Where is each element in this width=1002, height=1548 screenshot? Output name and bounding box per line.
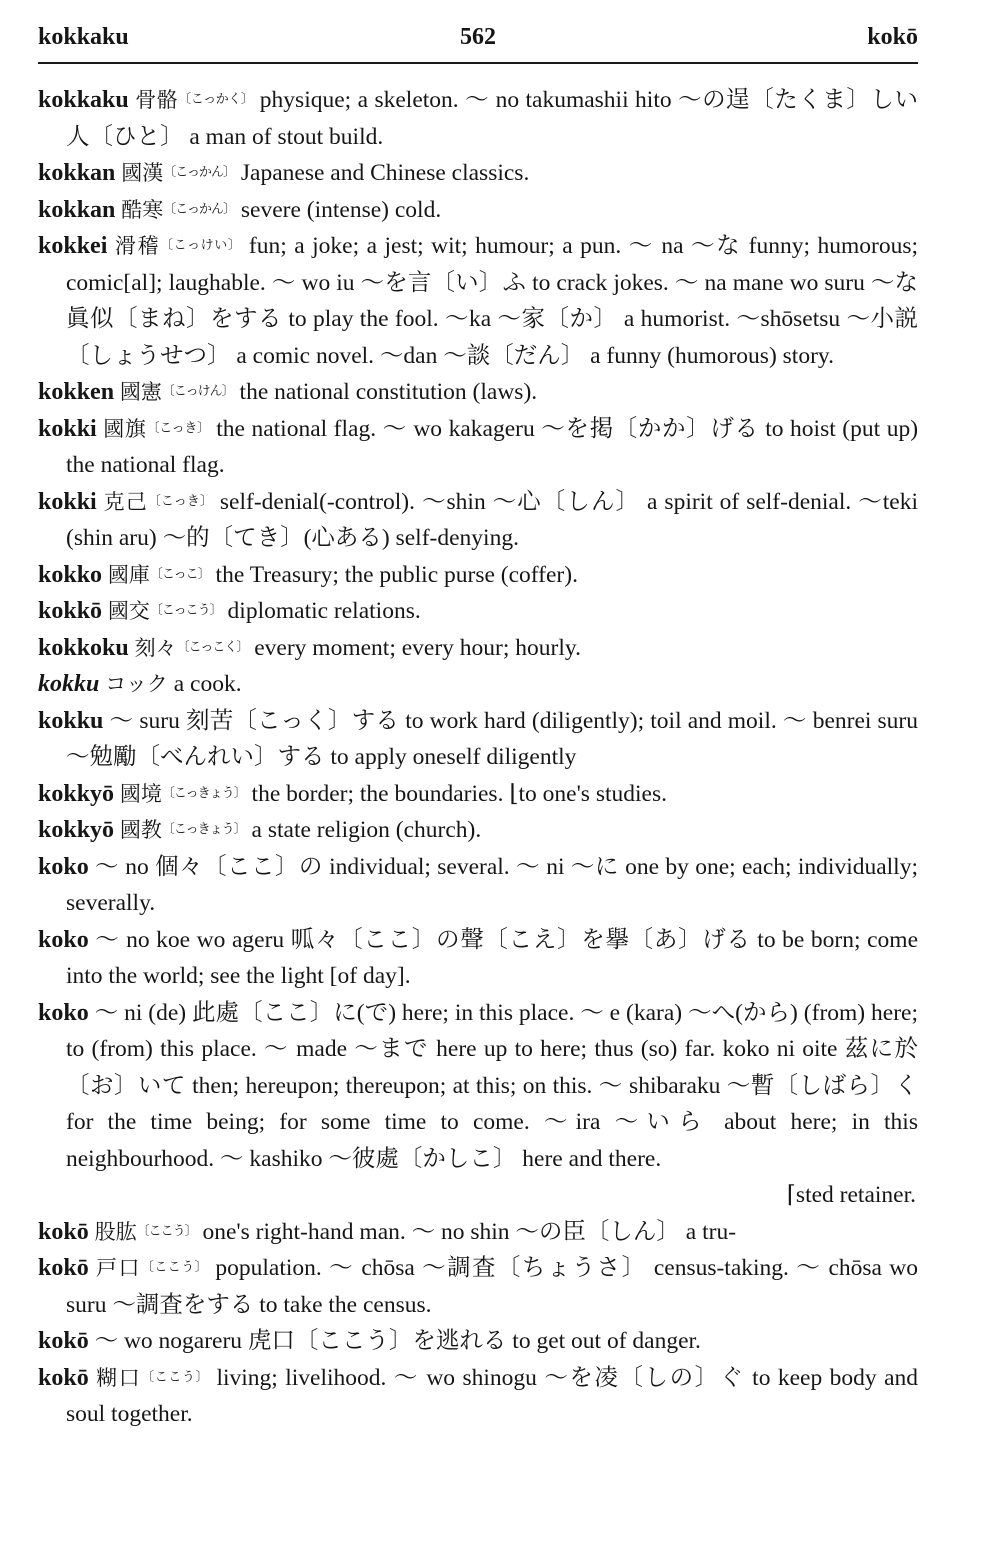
dictionary-entry	[38, 1250, 918, 1323]
entry-kanji: コック	[105, 672, 168, 696]
entry-definition: the Treasury; the public purse (coffer).	[215, 561, 578, 588]
dictionary-entry	[38, 411, 918, 484]
entry-definition: fun; a joke; a jest; wit; humour; a pun. ～ na ～な funny; humorous; comic[al]; laughable. ～ wo iu ～を言〔い〕ふ to crack jokes. ～ na mane wo suru ～な眞似〔まね〕をする to play the fool. ～ka ～家〔か〕 a humorist. ～shōsetsu ～小説〔しょうせつ〕 a comic novel. ～dan ～談〔だん〕 a funny (humorous) story.	[66, 233, 919, 369]
entry-headword: koko	[38, 999, 89, 1026]
entry-reading: 〔ここう〕	[136, 1223, 197, 1239]
entry-definition: physique; a skeleton. ～ no takumashii hito ～の逞〔たくま〕しい人〔ひと〕 a man of stout build.	[66, 87, 919, 150]
dictionary-entry	[38, 484, 918, 557]
entry-definition: ～ no 個々〔ここ〕の individual; several. ～ ni ～に one by one; each; individually; severally.	[66, 853, 918, 916]
entry-definition: ～ no koe wo ageru 呱々〔ここ〕の聲〔こえ〕を擧〔あ〕げる to be born; come into the world; see the light [of day].	[66, 926, 919, 989]
page-header	[38, 22, 918, 62]
entry-headword: kokkei	[38, 233, 108, 259]
entry-reading: 〔こっかん〕	[163, 201, 236, 217]
entry-reading: 〔こっかん〕	[163, 165, 236, 180]
dictionary-entry	[38, 1360, 918, 1433]
entry-definition: ⌈sted retainer.	[786, 1182, 916, 1208]
entry-kanji: 糊口	[96, 1365, 142, 1390]
entry-headword: kokō	[38, 1328, 89, 1354]
dictionary-entry	[38, 374, 918, 411]
entry-kanji: 國憲	[119, 380, 162, 404]
entry-definition: living; livelihood. ～ wo shinogu ～を凌〔しの〕ぐ to keep body and soul together.	[66, 1364, 919, 1427]
dictionary-entry	[38, 630, 918, 667]
right-guide-word: kokō	[867, 24, 918, 50]
left-guide-word: kokkaku	[38, 24, 129, 50]
entry-reading: 〔こっきょう〕	[161, 822, 246, 837]
dictionary-entry	[38, 155, 918, 192]
entry-headword: kokō	[38, 1364, 89, 1391]
entry-headword: kokken	[38, 379, 115, 405]
entry-reading: 〔こっきょう〕	[161, 785, 246, 801]
entry-reading: 〔こっこう〕	[149, 603, 222, 618]
entry-kanji: 骨骼	[135, 88, 179, 112]
entry-headword: kokkyō	[38, 780, 115, 807]
entry-definition: every moment; every hour; hourly.	[254, 634, 581, 661]
dictionary-entry	[38, 812, 918, 849]
entry-headword: kokkan	[38, 196, 116, 223]
entry-definition: ～ ni (de) 此處〔ここ〕に(で) here; in this place. ～ e (kara) ～へ(から) (from) here; to (from) this place. ～ made ～まで here up to here; thus (so) far. koko ni oite 茲に於〔お〕いて then; hereupon; thereupon; at this; on this. ～ shibaraku ～暫〔しばら〕く for the time being; for some time to come. ～ira ～いら about here; in this neighbourhood. ～ kashiko ～彼處〔かしこ〕 here and there.	[66, 999, 919, 1172]
entry-reading: 〔こっき〕	[147, 493, 213, 509]
entry-reading: 〔こっこ〕	[149, 566, 210, 582]
dictionary-entry	[38, 557, 918, 594]
dictionary-page	[38, 22, 918, 1433]
entry-definition: severe (intense) cold.	[240, 196, 442, 223]
entry-kanji: 國庫	[107, 562, 150, 587]
entry-headword: kokkan	[38, 160, 116, 186]
entry-definition: the national constitution (laws).	[239, 379, 538, 405]
entry-definition: ～ wo nogareru 虎口〔ここう〕を逃れる to get out of danger.	[94, 1328, 701, 1354]
entry-definition: the national flag. ～ wo kakageru ～を掲〔かか〕げる to hoist (put up) the national flag.	[66, 415, 919, 478]
dictionary-entry	[38, 1323, 918, 1360]
dictionary-entry	[38, 922, 918, 995]
entry-kanji: 國教	[119, 818, 162, 842]
entry-headword: kokku	[38, 707, 104, 734]
entry-kanji: 滑稽	[114, 234, 161, 258]
entry-kanji: 酷寒	[121, 197, 164, 222]
dictionary-entry	[38, 703, 918, 776]
entry-kanji: 國旗	[103, 416, 147, 441]
entry-headword: kokkyō	[38, 817, 115, 843]
entry-reading: 〔こっけい〕	[160, 238, 242, 253]
entry-kanji: 國交	[107, 599, 150, 623]
entry-reading: 〔ここう〕	[140, 1260, 209, 1275]
entry-definition: diplomatic relations.	[227, 598, 421, 624]
page-number: 562	[460, 24, 496, 50]
dictionary-entry	[38, 849, 918, 922]
entry-kanji: 國漢	[121, 161, 164, 185]
dictionary-entry	[38, 192, 918, 229]
entry-headword: kokkō	[38, 598, 103, 624]
entry-definition: Japanese and Chinese classics.	[240, 160, 530, 186]
entry-headword: kokō	[38, 1218, 89, 1245]
entry-definition: a state religion (church).	[251, 817, 482, 843]
dictionary-entry	[38, 593, 918, 630]
entry-headword: kokō	[38, 1255, 89, 1281]
dictionary-entry	[38, 1214, 918, 1251]
entry-headword: kokki	[38, 415, 97, 442]
entry-headword: kokkoku	[38, 634, 129, 661]
entry-reading: 〔ここう〕	[141, 1369, 210, 1385]
entry-headword: kokki	[38, 488, 97, 515]
dictionary-entry	[38, 82, 918, 155]
entry-reading: 〔こっかく〕	[178, 92, 254, 107]
entry-definition: a cook.	[173, 671, 242, 697]
dictionary-entry	[38, 228, 918, 374]
entry-kanji: 刻々	[134, 635, 177, 660]
entry-definition: one's right-hand man. ～ no shin ～の臣〔しん〕 a tru-	[202, 1218, 737, 1245]
entry-headword: koko	[38, 853, 89, 880]
entry-headword: kokku	[38, 671, 100, 697]
header-rule	[38, 62, 918, 64]
entry-kanji: 戸口	[96, 1256, 141, 1280]
entry-kanji: 國境	[119, 781, 162, 806]
dictionary-entry	[38, 666, 918, 703]
entry-headword: kokko	[38, 561, 103, 588]
entry-continuation	[38, 1177, 918, 1214]
entry-reading: 〔こっこく〕	[176, 639, 249, 655]
entry-definition: population. ～ chōsa ～調査〔ちょうさ〕 census-taking. ～ chōsa wo suru ～調査をする to take the census.	[66, 1255, 919, 1318]
entry-kanji: 股肱	[94, 1219, 137, 1244]
entry-headword: kokkaku	[38, 87, 129, 113]
entry-headword: koko	[38, 926, 89, 953]
entry-definition: the border; the boundaries. ⌊to one's studies.	[251, 780, 667, 807]
entry-definition: self-denial(-control). ～shin ～心〔しん〕 a spirit of self-denial. ～teki (shin aru) ～的〔てき〕(心ある) self-denying.	[66, 488, 919, 551]
dictionary-entry	[38, 776, 918, 813]
entry-kanji: 克己	[103, 489, 148, 514]
entry-list	[38, 82, 918, 1433]
dictionary-entry	[38, 995, 918, 1178]
entry-definition: ～ suru 刻苦〔こっく〕する to work hard (diligently); toil and moil. ～ benrei suru ～勉勵〔べんれい〕する to apply oneself diligently	[66, 707, 919, 770]
entry-reading: 〔こっけん〕	[161, 384, 234, 399]
entry-reading: 〔こっき〕	[146, 420, 210, 436]
